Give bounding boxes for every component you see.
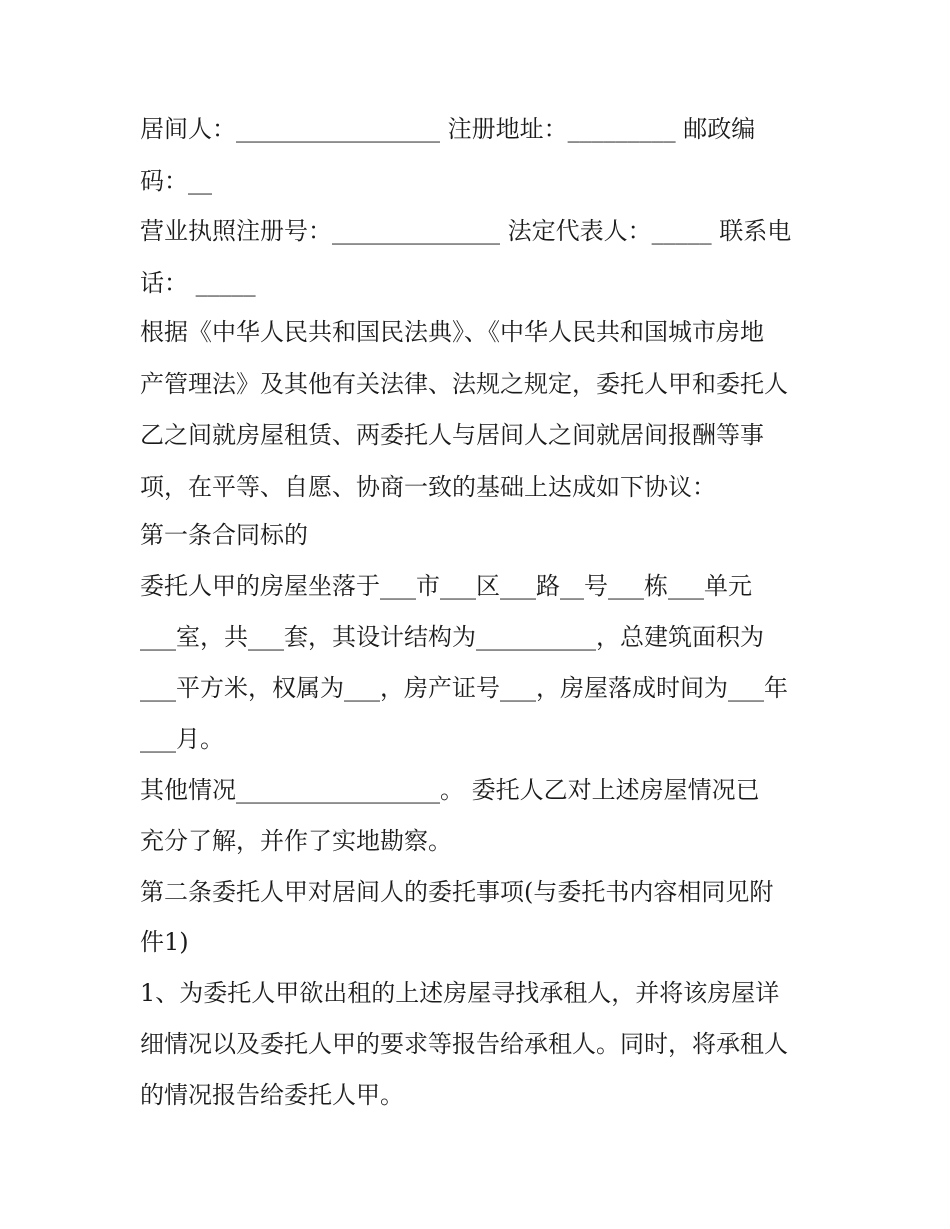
text-line: 码：__	[140, 167, 212, 195]
text-line: 营业执照注册号：______________ 法定代表人：_____ 联系电	[140, 217, 792, 245]
text-line: 项，在平等、自愿、协商一致的基础上达成如下协议：	[140, 473, 716, 501]
text-line: 乙之间就房屋租赁、两委托人与居间人之间就居间报酬等事	[140, 421, 764, 449]
text-line: 其他情况_________________。 委托人乙对上述房屋情况已	[140, 776, 760, 804]
text-line: 细情况以及委托人甲的要求等报告给承租人。同时，将承租人	[140, 1030, 788, 1058]
text-line: 1、为委托人甲欲出租的上述房屋寻找承租人，并将该房屋详	[140, 979, 780, 1007]
text-line: 产管理法》及其他有关法律、法规之规定，委托人甲和委托人	[140, 370, 788, 398]
section-heading: 第二条委托人甲对居间人的委托事项(与委托书内容相同见附	[140, 878, 774, 906]
text-line: ___月。	[140, 725, 224, 753]
text-line: 的情况报告给委托人甲。	[140, 1081, 404, 1109]
text-line: ___平方米，权属为___，房产证号___，房屋落成时间为___年	[140, 674, 788, 702]
text-line: 委托人甲的房屋坐落于___市___区___路__号___栋___单元	[140, 572, 752, 600]
text-line: 充分了解，并作了实地勘察。	[140, 827, 452, 855]
text-line: ___室，共___套，其设计结构为__________，总建筑面积为	[140, 623, 764, 651]
section-heading: 第一条合同标的	[140, 521, 308, 549]
text-line: 居间人：_________________ 注册地址：_________ 邮政编	[140, 115, 756, 143]
text-line: 话： _____	[140, 269, 256, 297]
text-line: 件1)	[140, 928, 189, 956]
text-line: 根据《中华人民共和国民法典》、《中华人民共和国城市房地	[140, 318, 764, 346]
